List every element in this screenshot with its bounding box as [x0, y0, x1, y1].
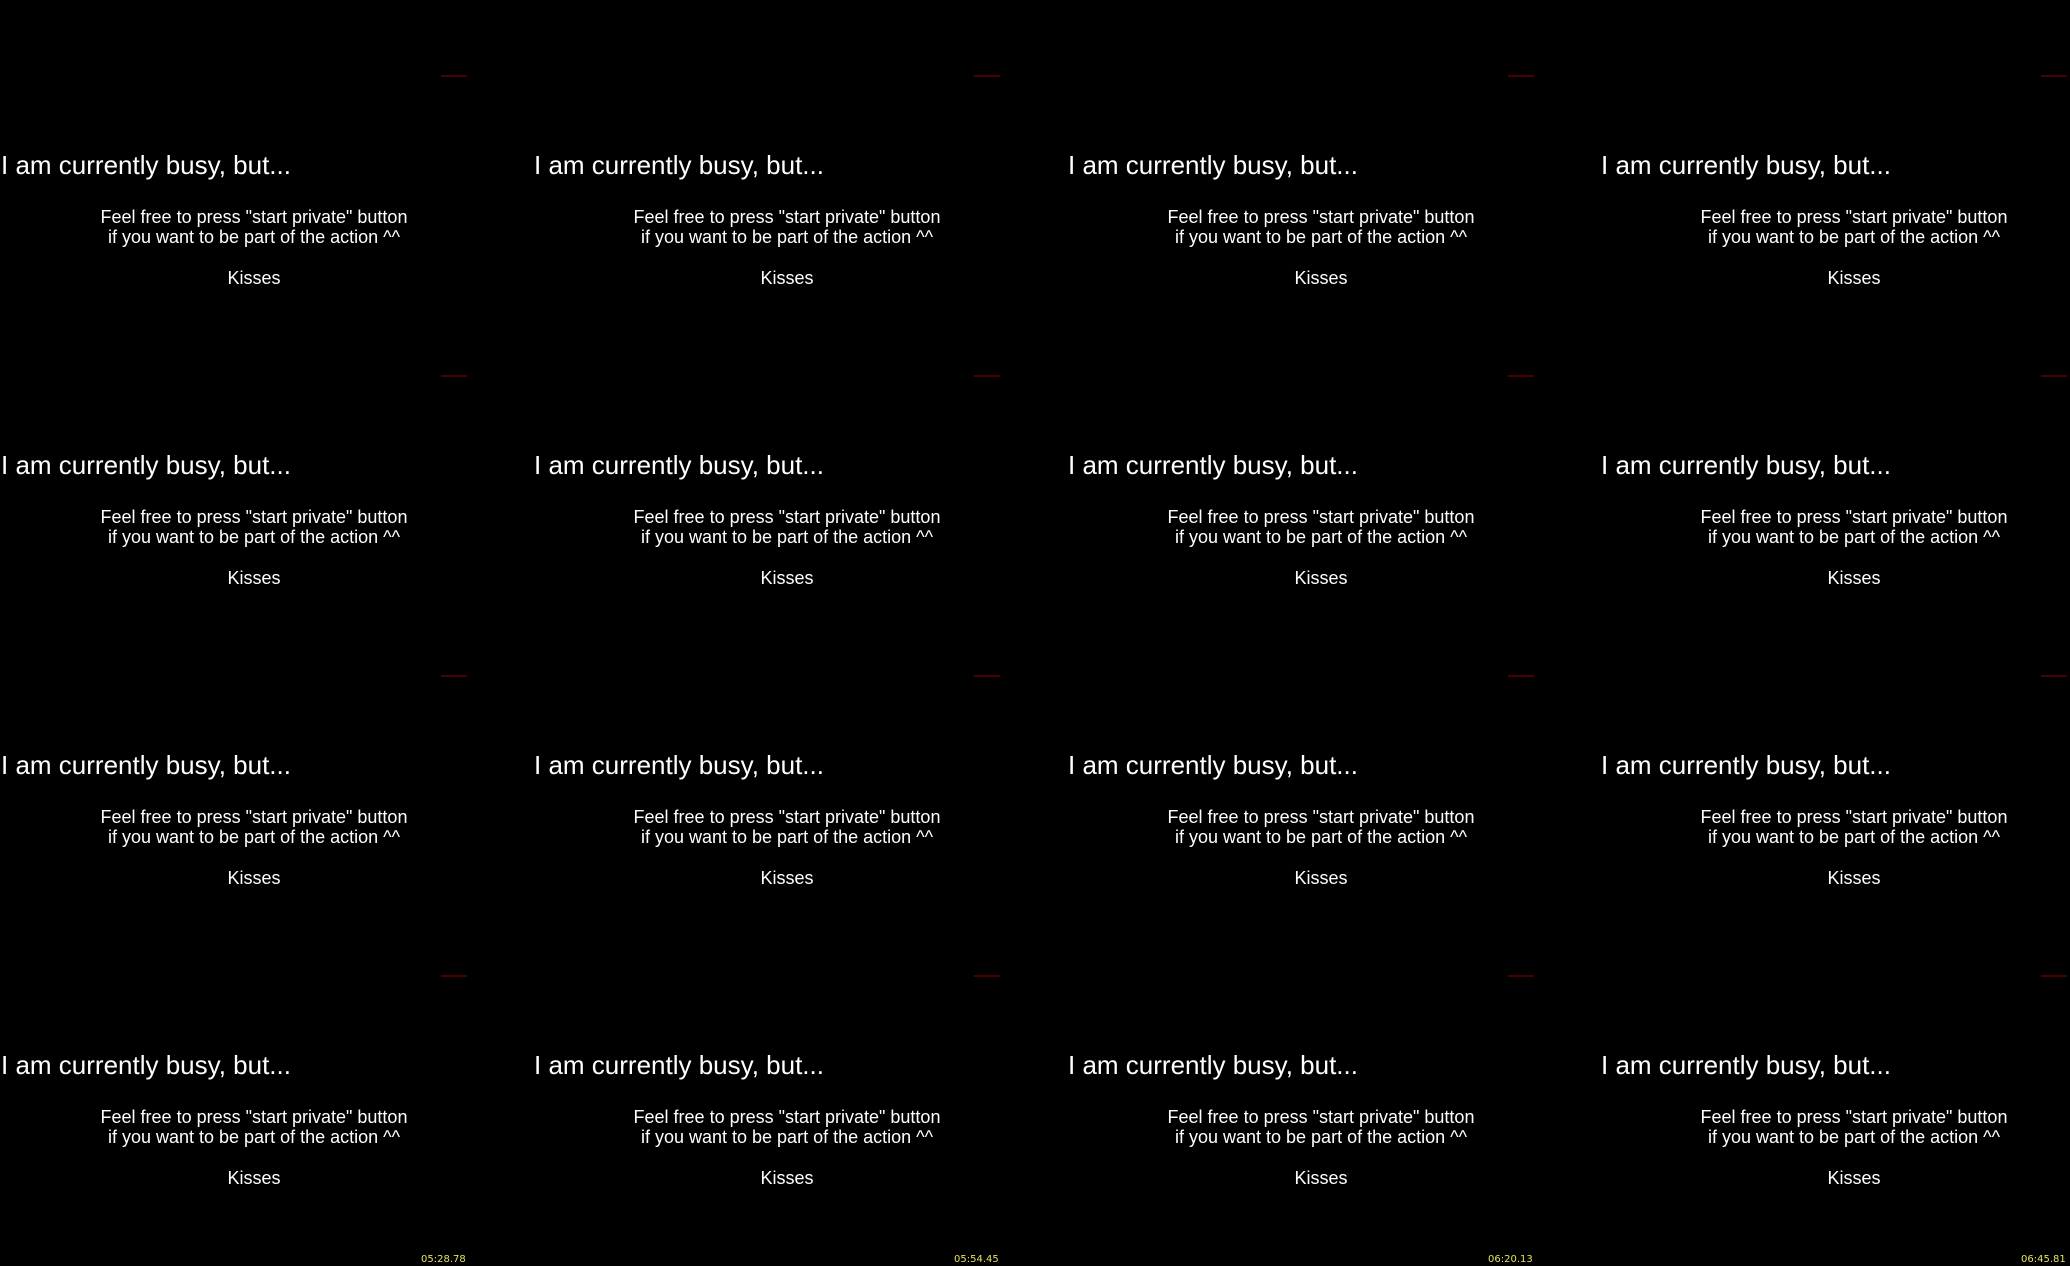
kisses-text: Kisses — [227, 1168, 281, 1188]
message-line-1: Feel free to press "start private" button — [1700, 207, 2008, 227]
message-line-2: if you want to be part of the action ^^ — [640, 827, 934, 847]
thumbnail-frame — [1600, 0, 2070, 300]
kisses-text: Kisses — [1294, 268, 1348, 288]
kisses-text: Kisses — [760, 268, 814, 288]
kisses-text: Kisses — [1827, 568, 1881, 588]
private-message — [0, 207, 508, 247]
timestamp-label: 06:20.13 — [1488, 1254, 1533, 1265]
watermark-mark — [441, 975, 467, 977]
kisses-text: Kisses — [760, 1168, 814, 1188]
thumbnail-frame — [0, 600, 533, 900]
message-line-1: Feel free to press "start private" button — [633, 807, 941, 827]
busy-heading: I am currently busy, but... — [534, 1050, 824, 1080]
kisses-text: Kisses — [1294, 568, 1348, 588]
busy-heading: I am currently busy, but... — [1, 450, 291, 480]
private-message — [1600, 807, 2070, 847]
thumbnail-frame — [1067, 0, 1600, 300]
watermark-mark — [2041, 975, 2067, 977]
kisses-text: Kisses — [227, 268, 281, 288]
private-message — [1600, 507, 2070, 547]
watermark-mark — [974, 675, 1000, 677]
busy-heading: I am currently busy, but... — [534, 750, 824, 780]
busy-heading: I am currently busy, but... — [1601, 450, 1891, 480]
busy-heading: I am currently busy, but... — [1601, 750, 1891, 780]
busy-heading: I am currently busy, but... — [1, 150, 291, 180]
watermark-mark — [1508, 975, 1534, 977]
message-line-2: if you want to be part of the action ^^ — [1707, 227, 2001, 247]
timestamp-label: 05:54.45 — [954, 1254, 999, 1265]
private-message — [0, 807, 508, 847]
kisses-text: Kisses — [760, 568, 814, 588]
private-message — [1600, 207, 2070, 247]
private-message — [1067, 1107, 1575, 1147]
thumbnail-frame — [533, 900, 1066, 1265]
message-line-1: Feel free to press "start private" button — [100, 1107, 408, 1127]
kisses-text: Kisses — [227, 568, 281, 588]
message-line-1: Feel free to press "start private" button — [1700, 1107, 2008, 1127]
thumbnail-frame — [533, 300, 1066, 600]
message-line-1: Feel free to press "start private" button — [100, 507, 408, 527]
private-message — [1067, 207, 1575, 247]
watermark-mark — [2041, 375, 2067, 377]
thumbnail-frame — [1600, 300, 2070, 600]
private-message — [533, 507, 1041, 547]
watermark-mark — [441, 75, 467, 77]
message-line-1: Feel free to press "start private" button — [1700, 507, 2008, 527]
message-line-2: if you want to be part of the action ^^ — [1707, 1127, 2001, 1147]
thumbnail-frame — [1600, 600, 2070, 900]
private-message — [0, 1107, 508, 1147]
message-line-2: if you want to be part of the action ^^ — [1174, 1127, 1468, 1147]
busy-heading: I am currently busy, but... — [1068, 450, 1358, 480]
message-line-1: Feel free to press "start private" button — [1167, 1107, 1475, 1127]
watermark-mark — [974, 375, 1000, 377]
watermark-mark — [974, 75, 1000, 77]
message-line-1: Feel free to press "start private" button — [1167, 507, 1475, 527]
thumbnail-frame — [0, 0, 533, 300]
message-line-2: if you want to be part of the action ^^ — [640, 1127, 934, 1147]
thumbnail-frame — [533, 600, 1066, 900]
message-line-2: if you want to be part of the action ^^ — [1174, 227, 1468, 247]
thumbnail-frame — [1067, 900, 1600, 1265]
message-line-2: if you want to be part of the action ^^ — [1174, 527, 1468, 547]
watermark-mark — [974, 975, 1000, 977]
busy-heading: I am currently busy, but... — [1601, 150, 1891, 180]
busy-heading: I am currently busy, but... — [1, 750, 291, 780]
kisses-text: Kisses — [1827, 268, 1881, 288]
message-line-2: if you want to be part of the action ^^ — [107, 827, 401, 847]
message-line-1: Feel free to press "start private" button — [1700, 807, 2008, 827]
thumbnail-frame — [1067, 600, 1600, 900]
kisses-text: Kisses — [760, 868, 814, 888]
message-line-2: if you want to be part of the action ^^ — [640, 227, 934, 247]
thumbnail-frame — [0, 300, 533, 600]
message-line-1: Feel free to press "start private" button — [1167, 207, 1475, 227]
message-line-1: Feel free to press "start private" button — [1167, 807, 1475, 827]
private-message — [533, 807, 1041, 847]
timestamp-label: 05:28.78 — [421, 1254, 466, 1265]
private-message — [1600, 1107, 2070, 1147]
message-line-1: Feel free to press "start private" button — [633, 207, 941, 227]
watermark-mark — [2041, 75, 2067, 77]
private-message — [0, 507, 508, 547]
watermark-mark — [1508, 675, 1534, 677]
kisses-text: Kisses — [1294, 868, 1348, 888]
busy-heading: I am currently busy, but... — [1068, 150, 1358, 180]
kisses-text: Kisses — [1827, 868, 1881, 888]
message-line-2: if you want to be part of the action ^^ — [1174, 827, 1468, 847]
watermark-mark — [441, 675, 467, 677]
busy-heading: I am currently busy, but... — [1601, 1050, 1891, 1080]
message-line-1: Feel free to press "start private" button — [100, 807, 408, 827]
kisses-text: Kisses — [1827, 1168, 1881, 1188]
busy-heading: I am currently busy, but... — [534, 450, 824, 480]
busy-heading: I am currently busy, but... — [1068, 1050, 1358, 1080]
message-line-1: Feel free to press "start private" button — [633, 1107, 941, 1127]
private-message — [533, 1107, 1041, 1147]
timestamp-label: 06:45.81 — [2021, 1254, 2066, 1265]
thumbnail-frame — [1067, 300, 1600, 600]
watermark-mark — [441, 375, 467, 377]
message-line-1: Feel free to press "start private" button — [100, 207, 408, 227]
message-line-2: if you want to be part of the action ^^ — [107, 227, 401, 247]
message-line-2: if you want to be part of the action ^^ — [1707, 527, 2001, 547]
watermark-mark — [2041, 675, 2067, 677]
private-message — [1067, 807, 1575, 847]
message-line-2: if you want to be part of the action ^^ — [640, 527, 934, 547]
watermark-mark — [1508, 375, 1534, 377]
busy-heading: I am currently busy, but... — [534, 150, 824, 180]
watermark-mark — [1508, 75, 1534, 77]
thumbnail-frame — [533, 0, 1066, 300]
message-line-2: if you want to be part of the action ^^ — [1707, 827, 2001, 847]
kisses-text: Kisses — [227, 868, 281, 888]
message-line-2: if you want to be part of the action ^^ — [107, 1127, 401, 1147]
kisses-text: Kisses — [1294, 1168, 1348, 1188]
busy-heading: I am currently busy, but... — [1, 1050, 291, 1080]
message-line-2: if you want to be part of the action ^^ — [107, 527, 401, 547]
busy-heading: I am currently busy, but... — [1068, 750, 1358, 780]
private-message — [1067, 507, 1575, 547]
private-message — [533, 207, 1041, 247]
message-line-1: Feel free to press "start private" button — [633, 507, 941, 527]
thumbnail-frame — [1600, 900, 2070, 1265]
thumbnail-frame — [0, 900, 533, 1265]
